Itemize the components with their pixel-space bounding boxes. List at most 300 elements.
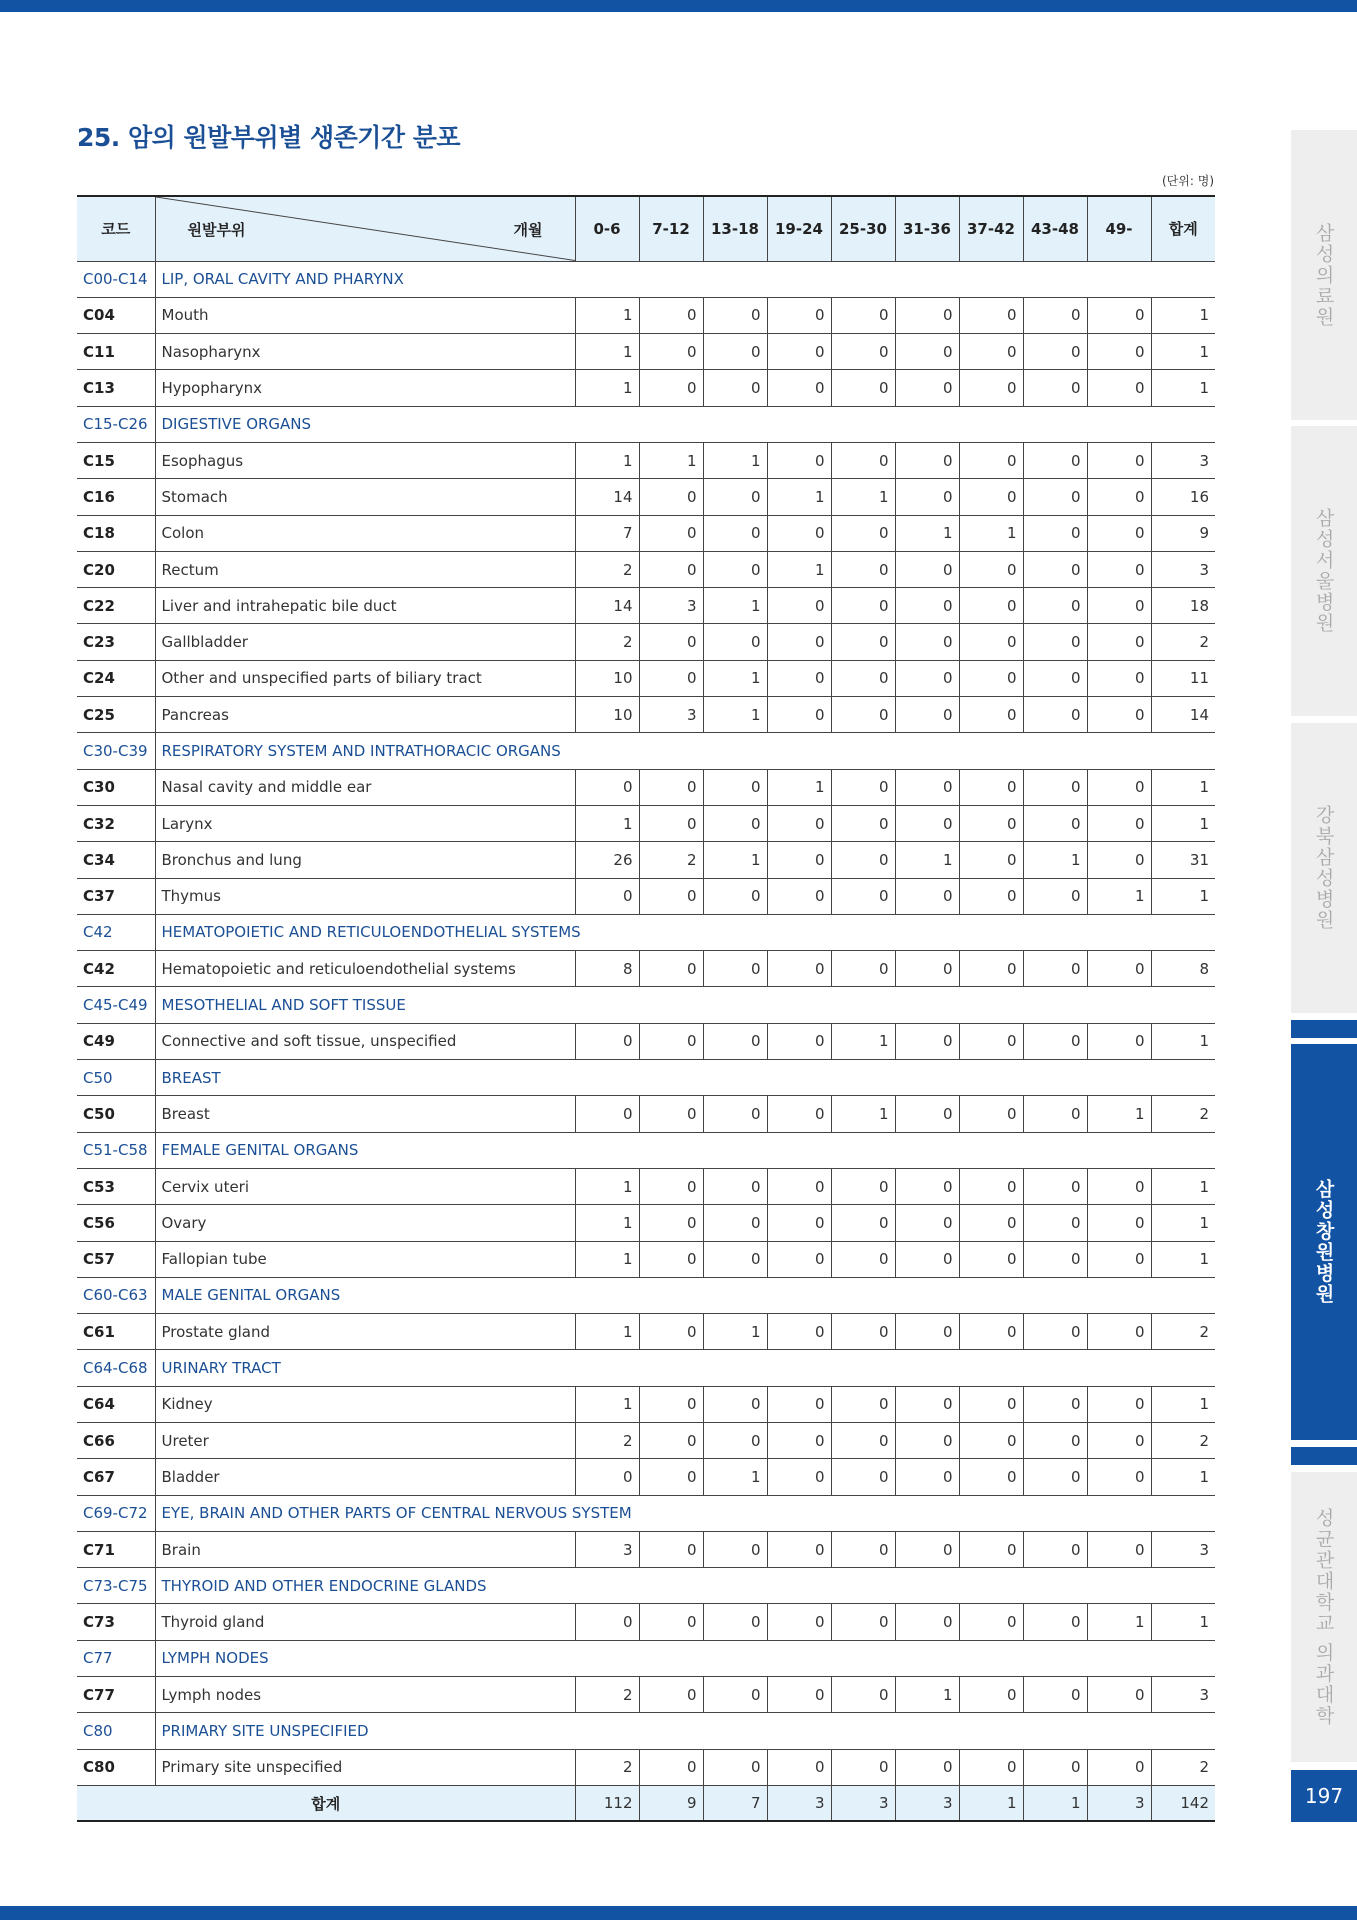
row-total-cell: 8 (1151, 951, 1215, 987)
value-cell: 0 (703, 1096, 767, 1132)
value-cell: 0 (1023, 1423, 1087, 1459)
value-cell: 0 (639, 769, 703, 805)
value-cell: 0 (895, 370, 959, 406)
side-tab-samsung-medical-center[interactable] (1291, 130, 1357, 420)
value-cell: 0 (1087, 1386, 1151, 1422)
row-code: C04 (77, 297, 155, 333)
category-code: C30-C39 (77, 733, 155, 769)
value-cell: 0 (1087, 624, 1151, 660)
side-tab-label: 성균관대학교 의과대학 (1312, 1507, 1335, 1727)
value-cell: 0 (1087, 515, 1151, 551)
side-tab-label: 삼성창원병원 (1312, 1179, 1335, 1305)
value-cell: 0 (1087, 1168, 1151, 1204)
table-row (77, 297, 1215, 333)
table-row (77, 1314, 1215, 1350)
unit-label: (단위: 명) (1162, 174, 1214, 188)
value-cell: 2 (575, 1749, 639, 1785)
category-name: LIP, ORAL CAVITY AND PHARYNX (155, 261, 1215, 297)
value-cell: 1 (703, 588, 767, 624)
value-cell: 0 (639, 1168, 703, 1204)
row-total-cell: 1 (1151, 1459, 1215, 1495)
row-site: Thyroid gland (155, 1604, 575, 1640)
header-total: 합계 (1151, 196, 1215, 261)
value-cell: 0 (575, 1604, 639, 1640)
value-cell: 1 (831, 479, 895, 515)
value-cell: 0 (1087, 1531, 1151, 1567)
row-site: Hypopharynx (155, 370, 575, 406)
value-cell: 0 (1087, 334, 1151, 370)
row-site: Ovary (155, 1205, 575, 1241)
value-cell: 0 (575, 769, 639, 805)
category-code: C15-C26 (77, 406, 155, 442)
row-total-cell: 3 (1151, 1531, 1215, 1567)
row-code: C15 (77, 442, 155, 478)
value-cell: 0 (1023, 805, 1087, 841)
value-cell: 0 (767, 1168, 831, 1204)
row-code: C32 (77, 805, 155, 841)
value-cell: 2 (575, 624, 639, 660)
value-cell: 8 (575, 951, 639, 987)
value-cell: 0 (831, 697, 895, 733)
value-cell: 0 (959, 842, 1023, 878)
value-cell: 10 (575, 660, 639, 696)
row-site: Gallbladder (155, 624, 575, 660)
table-row (77, 769, 1215, 805)
value-cell: 0 (831, 588, 895, 624)
value-cell: 0 (895, 1168, 959, 1204)
value-cell: 0 (895, 1604, 959, 1640)
value-cell: 0 (639, 1314, 703, 1350)
value-cell: 0 (959, 697, 1023, 733)
category-code: C42 (77, 914, 155, 950)
value-cell: 0 (959, 551, 1023, 587)
row-code: C71 (77, 1531, 155, 1567)
row-total-cell: 31 (1151, 842, 1215, 878)
header-site: 원발부위 (187, 221, 246, 239)
row-code: C20 (77, 551, 155, 587)
side-tab-samsung-seoul-hospital[interactable] (1291, 426, 1357, 716)
value-cell: 0 (767, 588, 831, 624)
side-tab-samsung-changwon-hospital[interactable] (1291, 1044, 1357, 1440)
value-cell: 0 (831, 551, 895, 587)
value-cell: 1 (1087, 1604, 1151, 1640)
value-cell: 0 (831, 842, 895, 878)
value-cell: 0 (831, 1423, 895, 1459)
value-cell: 0 (831, 515, 895, 551)
category-code: C60-C63 (77, 1277, 155, 1313)
row-site: Bladder (155, 1459, 575, 1495)
row-total-cell: 1 (1151, 1604, 1215, 1640)
row-total-cell: 2 (1151, 624, 1215, 660)
value-cell: 0 (1023, 479, 1087, 515)
row-code: C30 (77, 769, 155, 805)
row-site: Thymus (155, 878, 575, 914)
value-cell: 1 (575, 1205, 639, 1241)
value-cell: 0 (1023, 1604, 1087, 1640)
value-cell: 0 (895, 1314, 959, 1350)
total-label: 합계 (77, 1785, 575, 1821)
value-cell: 0 (1087, 588, 1151, 624)
value-cell: 0 (639, 951, 703, 987)
value-cell: 0 (831, 660, 895, 696)
category-code: C80 (77, 1713, 155, 1749)
table-row (77, 1677, 1215, 1713)
category-name: BREAST (155, 1060, 1215, 1096)
row-site: Pancreas (155, 697, 575, 733)
category-row (77, 1350, 1215, 1386)
row-site: Cervix uteri (155, 1168, 575, 1204)
row-code: C42 (77, 951, 155, 987)
table-row (77, 1241, 1215, 1277)
value-cell: 0 (767, 1023, 831, 1059)
value-cell: 0 (1087, 805, 1151, 841)
value-cell: 0 (767, 1749, 831, 1785)
value-cell: 0 (959, 442, 1023, 478)
value-cell: 0 (959, 1314, 1023, 1350)
value-cell: 0 (639, 370, 703, 406)
value-cell: 1 (895, 842, 959, 878)
value-cell: 0 (831, 624, 895, 660)
row-code: C56 (77, 1205, 155, 1241)
value-cell: 0 (895, 1531, 959, 1567)
category-code: C73-C75 (77, 1568, 155, 1604)
value-cell: 0 (831, 1604, 895, 1640)
header-months: 개월 (513, 221, 543, 239)
row-total-cell: 3 (1151, 1677, 1215, 1713)
value-cell: 0 (703, 370, 767, 406)
value-cell: 0 (959, 951, 1023, 987)
category-row (77, 1640, 1215, 1676)
value-cell: 0 (895, 1096, 959, 1132)
value-cell: 0 (639, 1023, 703, 1059)
row-code: C23 (77, 624, 155, 660)
row-total-cell: 1 (1151, 297, 1215, 333)
total-cell: 1 (1023, 1785, 1087, 1821)
value-cell: 0 (639, 1205, 703, 1241)
value-cell: 0 (895, 1205, 959, 1241)
header-period: 19-24 (767, 196, 831, 261)
value-cell: 0 (1087, 1205, 1151, 1241)
value-cell: 0 (959, 1241, 1023, 1277)
row-total-cell: 1 (1151, 878, 1215, 914)
row-site: Brain (155, 1531, 575, 1567)
side-tab-skku-school-of-medicine[interactable] (1291, 1472, 1357, 1762)
category-name: PRIMARY SITE UNSPECIFIED (155, 1713, 1215, 1749)
value-cell: 0 (831, 805, 895, 841)
survival-table (77, 195, 1215, 1822)
value-cell: 0 (767, 1096, 831, 1132)
value-cell: 0 (895, 624, 959, 660)
category-row (77, 261, 1215, 297)
value-cell: 0 (703, 334, 767, 370)
total-cell: 3 (831, 1785, 895, 1821)
value-cell: 0 (1087, 842, 1151, 878)
value-cell: 1 (767, 769, 831, 805)
value-cell: 0 (895, 1749, 959, 1785)
value-cell: 0 (959, 588, 1023, 624)
value-cell: 0 (959, 1423, 1023, 1459)
value-cell: 0 (831, 297, 895, 333)
total-cell: 7 (703, 1785, 767, 1821)
value-cell: 0 (1023, 1023, 1087, 1059)
category-row (77, 1277, 1215, 1313)
value-cell: 0 (1023, 951, 1087, 987)
table-row (77, 442, 1215, 478)
row-site: Connective and soft tissue, unspecified (155, 1023, 575, 1059)
value-cell: 1 (767, 551, 831, 587)
value-cell: 0 (639, 1386, 703, 1422)
category-code: C77 (77, 1640, 155, 1676)
row-code: C34 (77, 842, 155, 878)
value-cell: 0 (831, 1168, 895, 1204)
value-cell: 0 (895, 442, 959, 478)
row-total-cell: 3 (1151, 551, 1215, 587)
value-cell: 0 (1023, 660, 1087, 696)
value-cell: 0 (831, 1205, 895, 1241)
row-code: C37 (77, 878, 155, 914)
row-total-cell: 14 (1151, 697, 1215, 733)
table-row (77, 1459, 1215, 1495)
value-cell: 0 (703, 624, 767, 660)
value-cell: 0 (767, 1531, 831, 1567)
category-name: URINARY TRACT (155, 1350, 1215, 1386)
value-cell: 0 (639, 1241, 703, 1277)
value-cell: 0 (639, 1749, 703, 1785)
value-cell: 0 (639, 878, 703, 914)
row-code: C77 (77, 1677, 155, 1713)
category-row (77, 1060, 1215, 1096)
value-cell: 2 (575, 1423, 639, 1459)
value-cell: 0 (703, 479, 767, 515)
value-cell: 0 (767, 1386, 831, 1422)
value-cell: 0 (575, 1459, 639, 1495)
category-name: LYMPH NODES (155, 1640, 1215, 1676)
value-cell: 0 (1087, 1423, 1151, 1459)
category-name: FEMALE GENITAL ORGANS (155, 1132, 1215, 1168)
value-cell: 0 (639, 1531, 703, 1567)
value-cell: 0 (1087, 660, 1151, 696)
value-cell: 0 (831, 1386, 895, 1422)
table-row (77, 515, 1215, 551)
value-cell: 0 (703, 1386, 767, 1422)
value-cell: 0 (895, 805, 959, 841)
value-cell: 0 (895, 660, 959, 696)
value-cell: 0 (639, 1677, 703, 1713)
value-cell: 0 (1087, 697, 1151, 733)
value-cell: 0 (1087, 479, 1151, 515)
value-cell: 0 (1023, 515, 1087, 551)
value-cell: 0 (831, 1241, 895, 1277)
value-cell: 0 (703, 1677, 767, 1713)
row-code: C11 (77, 334, 155, 370)
value-cell: 0 (1087, 769, 1151, 805)
value-cell: 1 (831, 1023, 895, 1059)
value-cell: 0 (1087, 1749, 1151, 1785)
value-cell: 1 (703, 697, 767, 733)
value-cell: 0 (639, 297, 703, 333)
row-code: C80 (77, 1749, 155, 1785)
table-row (77, 660, 1215, 696)
category-name: MESOTHELIAL AND SOFT TISSUE (155, 987, 1215, 1023)
value-cell: 0 (703, 1241, 767, 1277)
row-site: Nasal cavity and middle ear (155, 769, 575, 805)
row-code: C53 (77, 1168, 155, 1204)
value-cell: 0 (831, 1314, 895, 1350)
value-cell: 0 (1087, 442, 1151, 478)
value-cell: 26 (575, 842, 639, 878)
header-site-months (155, 196, 575, 261)
value-cell: 0 (831, 334, 895, 370)
row-total-cell: 1 (1151, 1205, 1215, 1241)
value-cell: 0 (895, 1386, 959, 1422)
value-cell: 0 (767, 297, 831, 333)
value-cell: 0 (767, 878, 831, 914)
row-total-cell: 11 (1151, 660, 1215, 696)
value-cell: 0 (959, 624, 1023, 660)
value-cell: 0 (895, 334, 959, 370)
value-cell: 0 (831, 1677, 895, 1713)
value-cell: 1 (895, 515, 959, 551)
value-cell: 0 (959, 878, 1023, 914)
category-row (77, 914, 1215, 950)
category-row (77, 1495, 1215, 1531)
value-cell: 0 (639, 515, 703, 551)
row-site: Mouth (155, 297, 575, 333)
row-site: Bronchus and lung (155, 842, 575, 878)
table-row (77, 805, 1215, 841)
value-cell: 0 (767, 515, 831, 551)
value-cell: 0 (1087, 1241, 1151, 1277)
row-site: Liver and intrahepatic bile duct (155, 588, 575, 624)
value-cell: 0 (767, 842, 831, 878)
row-total-cell: 2 (1151, 1096, 1215, 1132)
value-cell: 0 (895, 551, 959, 587)
value-cell: 0 (639, 1604, 703, 1640)
table-row (77, 951, 1215, 987)
row-code: C73 (77, 1604, 155, 1640)
row-code: C16 (77, 479, 155, 515)
value-cell: 0 (575, 1023, 639, 1059)
row-code: C57 (77, 1241, 155, 1277)
value-cell: 0 (959, 805, 1023, 841)
grand-total-cell: 142 (1151, 1785, 1215, 1821)
value-cell: 0 (831, 878, 895, 914)
row-total-cell: 3 (1151, 442, 1215, 478)
row-site: Rectum (155, 551, 575, 587)
row-total-cell: 1 (1151, 370, 1215, 406)
value-cell: 0 (1087, 1677, 1151, 1713)
value-cell: 0 (831, 769, 895, 805)
value-cell: 0 (959, 479, 1023, 515)
table-row (77, 1531, 1215, 1567)
row-site: Kidney (155, 1386, 575, 1422)
value-cell: 3 (639, 697, 703, 733)
total-cell: 3 (1087, 1785, 1151, 1821)
value-cell: 1 (575, 1241, 639, 1277)
value-cell: 0 (959, 769, 1023, 805)
value-cell: 0 (767, 334, 831, 370)
table-row (77, 1096, 1215, 1132)
category-code: C00-C14 (77, 261, 155, 297)
value-cell: 3 (575, 1531, 639, 1567)
row-site: Stomach (155, 479, 575, 515)
table-row (77, 1749, 1215, 1785)
value-cell: 0 (959, 1459, 1023, 1495)
value-cell: 0 (959, 1531, 1023, 1567)
value-cell: 0 (1087, 370, 1151, 406)
value-cell: 0 (1087, 551, 1151, 587)
row-total-cell: 1 (1151, 334, 1215, 370)
value-cell: 0 (1023, 1459, 1087, 1495)
value-cell: 0 (767, 697, 831, 733)
header-period: 13-18 (703, 196, 767, 261)
value-cell: 0 (639, 805, 703, 841)
value-cell: 0 (767, 1459, 831, 1495)
value-cell: 0 (1023, 551, 1087, 587)
table-row (77, 551, 1215, 587)
row-site: Primary site unspecified (155, 1749, 575, 1785)
page-title: 25. 암의 원발부위별 생존기간 분포 (77, 123, 461, 152)
value-cell: 14 (575, 588, 639, 624)
value-cell: 0 (1087, 1023, 1151, 1059)
value-cell: 0 (767, 951, 831, 987)
value-cell: 1 (1087, 878, 1151, 914)
row-site: Nasopharynx (155, 334, 575, 370)
value-cell: 0 (895, 297, 959, 333)
value-cell: 0 (1023, 1314, 1087, 1350)
row-site: Colon (155, 515, 575, 551)
value-cell: 0 (1023, 1677, 1087, 1713)
header-period: 0-6 (575, 196, 639, 261)
value-cell: 0 (703, 551, 767, 587)
category-code: C64-C68 (77, 1350, 155, 1386)
row-code: C61 (77, 1314, 155, 1350)
row-site: Breast (155, 1096, 575, 1132)
value-cell: 0 (959, 297, 1023, 333)
value-cell: 0 (831, 442, 895, 478)
value-cell: 0 (895, 769, 959, 805)
category-name: EYE, BRAIN AND OTHER PARTS OF CENTRAL NERVOUS SYSTEM (155, 1495, 1215, 1531)
total-cell: 1 (959, 1785, 1023, 1821)
value-cell: 1 (703, 1314, 767, 1350)
table-row (77, 1168, 1215, 1204)
value-cell: 0 (703, 805, 767, 841)
value-cell: 0 (1087, 297, 1151, 333)
value-cell: 0 (1023, 334, 1087, 370)
value-cell: 0 (703, 951, 767, 987)
side-tab-kangbuk-samsung-hospital[interactable] (1291, 723, 1357, 1013)
header-code: 코드 (77, 196, 155, 261)
value-cell: 1 (575, 1168, 639, 1204)
value-cell: 0 (767, 805, 831, 841)
value-cell: 0 (959, 1749, 1023, 1785)
value-cell: 0 (959, 1604, 1023, 1640)
value-cell: 0 (767, 442, 831, 478)
value-cell: 0 (959, 1096, 1023, 1132)
table-row (77, 588, 1215, 624)
value-cell: 0 (703, 297, 767, 333)
value-cell: 1 (575, 1386, 639, 1422)
value-cell: 14 (575, 479, 639, 515)
value-cell: 0 (703, 1168, 767, 1204)
row-site: Esophagus (155, 442, 575, 478)
value-cell: 0 (767, 1604, 831, 1640)
row-site: Ureter (155, 1423, 575, 1459)
value-cell: 1 (959, 515, 1023, 551)
value-cell: 0 (639, 1459, 703, 1495)
value-cell: 0 (703, 1749, 767, 1785)
value-cell: 0 (895, 588, 959, 624)
